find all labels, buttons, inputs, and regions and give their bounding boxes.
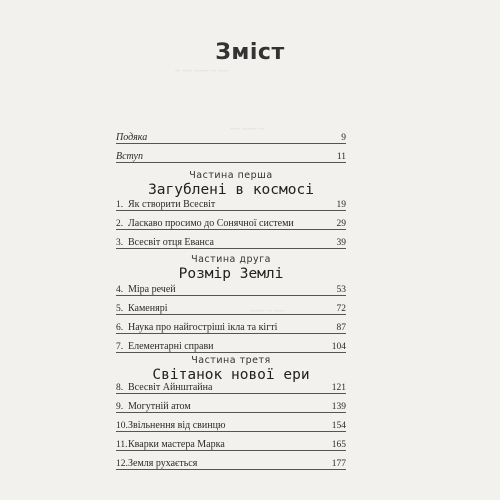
toc-entry-page: 9 <box>341 133 346 143</box>
chapter-number: 10. <box>116 421 128 431</box>
bleed-through-text: ~~~ ~ ~~ <box>250 306 284 316</box>
page-title: Зміст <box>215 40 285 65</box>
part-label: Частина перша <box>189 170 273 181</box>
toc-entry-page: 72 <box>336 304 346 314</box>
toc-entry[interactable] <box>116 125 346 144</box>
toc-entry-label: Кварки мастера Марка <box>128 439 225 450</box>
chapter-number: 1. <box>116 200 124 210</box>
chapter-number: 8. <box>116 383 124 393</box>
toc-entry-label: Вступ <box>116 151 143 162</box>
toc-entry-label: Каменярі <box>128 303 168 314</box>
toc-entry-label: Як створити Всесвіт <box>128 199 216 210</box>
chapter-number: 3. <box>116 238 124 248</box>
toc-entry[interactable] <box>116 451 346 470</box>
toc-entry[interactable] <box>116 230 346 249</box>
toc-entry[interactable] <box>116 277 346 296</box>
part-title: Розмір Землі <box>178 266 284 282</box>
toc-entry-page: 139 <box>331 402 346 412</box>
bleed-through-text: ~~ ~~~ ~ <box>230 124 264 134</box>
chapter-number: 12. <box>116 459 128 469</box>
toc-entry-label: Елементарні справи <box>128 341 214 352</box>
part-title: Світанок нової ери <box>152 367 310 383</box>
chapter-number: 4. <box>116 285 124 295</box>
toc-entry-page: 11 <box>336 152 346 162</box>
toc-entry-label: Земля рухається <box>128 458 198 469</box>
part-title: Загублені в космосі <box>148 182 314 198</box>
toc-entry[interactable] <box>116 296 346 315</box>
toc-entry[interactable] <box>116 334 346 353</box>
toc-entry-page: 53 <box>336 285 346 295</box>
part-label: Частина друга <box>191 254 271 265</box>
bleed-through-text: ~ ~~ ~~~ ~ ~~ <box>175 66 228 76</box>
toc-entry-label: Наука про найгостріші ікла та кігті <box>128 322 278 333</box>
toc-entry[interactable] <box>116 315 346 334</box>
toc-entry-label: Ласкаво просимо до Сонячної системи <box>128 218 294 229</box>
toc-entry[interactable] <box>116 432 346 451</box>
chapter-list <box>116 277 346 353</box>
toc-entry[interactable] <box>116 211 346 230</box>
toc-entry[interactable] <box>116 192 346 211</box>
toc-entry-label: Звільнення від свинцю <box>128 420 226 431</box>
toc-entry-label: Всесвіт отця Еванса <box>128 237 214 248</box>
chapter-list <box>116 375 346 470</box>
toc-entry-page: 104 <box>331 342 346 352</box>
chapter-number: 5. <box>116 304 124 314</box>
toc-entry-page: 165 <box>331 440 346 450</box>
chapter-number: 11. <box>116 440 128 450</box>
toc-entry[interactable] <box>116 144 346 163</box>
toc-entry-page: 87 <box>336 323 346 333</box>
chapter-list <box>116 192 346 249</box>
toc-entry[interactable] <box>116 413 346 432</box>
toc-entry[interactable] <box>116 375 346 394</box>
toc-entry-page: 39 <box>336 238 346 248</box>
toc-entry-page: 121 <box>331 383 346 393</box>
chapter-number: 2. <box>116 219 124 229</box>
toc-entry-label: Подяка <box>116 132 148 143</box>
toc-entry-label: Всесвіт Айнштайна <box>128 382 213 393</box>
toc-entry-page: 154 <box>331 421 346 431</box>
chapter-number: 6. <box>116 323 124 333</box>
toc-entry-page: 177 <box>331 459 346 469</box>
chapter-number: 7. <box>116 342 124 352</box>
toc-entry-page: 19 <box>336 200 346 210</box>
front-matter-list <box>116 125 346 163</box>
toc-entry-label: Міра речей <box>128 284 176 295</box>
part-label: Частина третя <box>191 355 271 366</box>
chapter-number: 9. <box>116 402 124 412</box>
toc-entry-label: Могутній атом <box>128 401 191 412</box>
toc-entry-page: 29 <box>336 219 346 229</box>
toc-entry[interactable] <box>116 394 346 413</box>
